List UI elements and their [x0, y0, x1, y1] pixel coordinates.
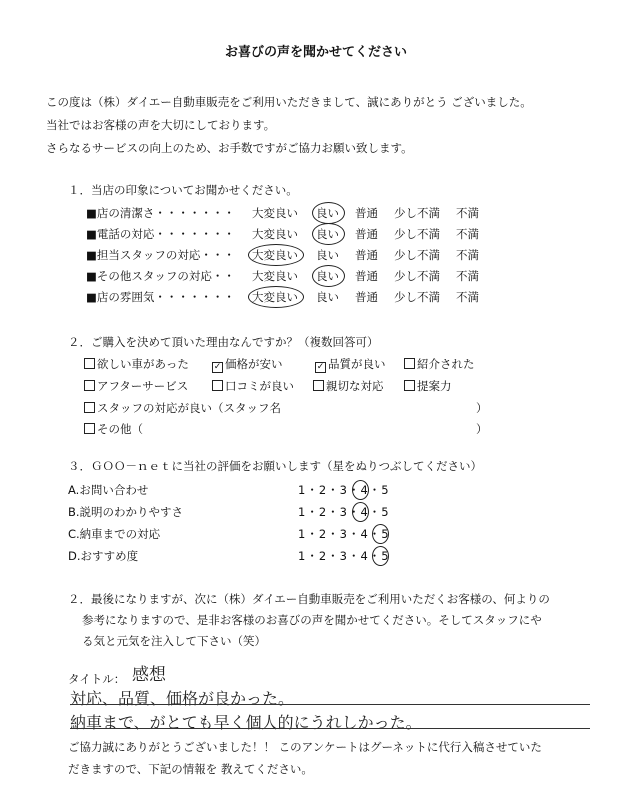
checkbox[interactable] [404, 358, 415, 369]
q2-option[interactable] [315, 357, 386, 373]
intro-line-1: この度は（株）ダイエー自動車販売をご利用いただきまして、誠にありがとう ございました。 [46, 95, 532, 109]
q3-scale[interactable]: 1・2・3・4・5 [298, 505, 390, 519]
q1-heading: １．当店の印象についてお聞かせください。 [68, 183, 298, 197]
q1-row-label: ■店の雰囲気・・・・・・・ [86, 290, 235, 304]
q2-heading: ２．ご購入を決めて頂いた理由なんですか？（複数回答可） [68, 335, 379, 349]
selected-circle [372, 546, 389, 566]
checkbox[interactable] [212, 380, 223, 391]
q1-row-label: ■電話の対応・・・・・・・ [86, 227, 235, 241]
checkbox[interactable] [84, 380, 95, 391]
checkbox-checked[interactable]: ✓ [316, 362, 325, 372]
selected-circle [352, 480, 369, 500]
checkbox[interactable] [84, 423, 95, 434]
q3-heading: ３．ＧＯＯ－ｎｅｔに当社の評価をお願いします（星をぬりつぶしてください） [68, 459, 482, 473]
selected-circle [248, 286, 304, 308]
q1-choice[interactable]: 普通 [355, 206, 378, 220]
q1-choice[interactable]: 不満 [456, 269, 479, 283]
q2-option[interactable] [212, 379, 294, 393]
checkbox-checked[interactable]: ✓ [213, 362, 222, 372]
q1-row-label: ■担当スタッフの対応・・・ [86, 248, 235, 262]
title-label: タイトル： [68, 672, 126, 686]
q1-choice[interactable]: 普通 [355, 290, 378, 304]
option-label: 紹介された [417, 357, 475, 371]
option-label: 口コミが良い [225, 379, 294, 393]
selected-circle [352, 502, 369, 522]
checkbox[interactable] [84, 402, 95, 413]
q3-item-label: A.お問い合わせ [68, 483, 149, 497]
q2-option[interactable] [84, 379, 188, 393]
option-label: 価格が安い [225, 357, 283, 371]
q3-scale[interactable]: 1・2・3・4・5 [298, 527, 390, 541]
option-label: その他（ [97, 422, 143, 436]
option-label: スタッフの対応が良い（スタッフ名 [97, 401, 281, 415]
q4-line-1: ２．最後になりますが、次に（株）ダイエー自動車販売をご利用いただくお客様の、何よりの [68, 592, 550, 606]
intro-line-3: さらなるサービスの向上のため、お手数ですがご協力お願い致します。 [46, 141, 413, 155]
q1-choice[interactable]: 少し不満 [394, 206, 440, 220]
selected-circle [372, 524, 389, 544]
q1-choice[interactable]: 良い [316, 206, 339, 220]
q1-choice[interactable]: 普通 [355, 269, 378, 283]
q1-choice[interactable]: 不満 [456, 290, 479, 304]
q1-choice[interactable]: 大変良い [252, 227, 298, 241]
q2-option[interactable] [313, 379, 384, 393]
q1-row-label: ■その他スタッフの対応・・ [86, 269, 235, 283]
q1-choice[interactable]: 良い [316, 269, 339, 283]
checkbox[interactable] [404, 380, 415, 391]
footer-line-1: ご協力誠にありがとうございました！！ このアンケートはグーネットに代行入稿させていた [68, 740, 542, 754]
option-label: アフターサービス [97, 379, 189, 393]
page-title: お喜びの声を聞かせてください [225, 45, 408, 60]
q1-choice[interactable]: 普通 [355, 248, 378, 262]
checkbox[interactable] [313, 380, 324, 391]
writing-line [70, 704, 590, 705]
close-paren: ） [476, 422, 488, 436]
q1-choice[interactable]: 良い [316, 290, 339, 304]
q2-option[interactable] [404, 379, 452, 393]
selected-circle [312, 202, 345, 224]
q1-choice[interactable]: 不満 [456, 206, 479, 220]
selected-circle [312, 265, 345, 287]
writing-line [70, 728, 590, 729]
q1-choice[interactable]: 少し不満 [394, 248, 440, 262]
checkbox[interactable] [84, 358, 95, 369]
q1-choice[interactable]: 不満 [456, 227, 479, 241]
q1-choice[interactable]: 大変良い [252, 269, 298, 283]
option-label: 品質が良い [328, 357, 386, 371]
q2-option[interactable] [212, 357, 283, 373]
handwritten-line-2: 納車まで、がとても早く個人的にうれしかった。 [70, 713, 422, 732]
q3-item-label: C.納車までの対応 [68, 527, 161, 541]
q4-line-2: 参考になりますので、是非お客様のお喜びの声を聞かせてください。そしてスタッフにや [82, 613, 542, 627]
q1-choice[interactable]: 良い [316, 248, 339, 262]
option-label: 提案力 [417, 379, 452, 393]
footer-line-2: だきますので、下記の情報を 教えてください。 [68, 762, 313, 776]
q2-option[interactable] [84, 357, 189, 371]
selected-circle [248, 244, 304, 266]
q1-choice[interactable]: 少し不満 [394, 290, 440, 304]
q1-choice[interactable]: 少し不満 [394, 227, 440, 241]
q3-scale[interactable]: 1・2・3・4・5 [298, 549, 390, 563]
q1-row-label: ■店の清潔さ・・・・・・・ [86, 206, 235, 220]
option-label: 欲しい車があった [97, 357, 189, 371]
close-paren: ） [476, 401, 488, 415]
q2-staff-option[interactable] [84, 401, 281, 415]
handwritten-title: 感想 [132, 665, 166, 685]
q1-choice[interactable]: 大変良い [252, 248, 298, 262]
q1-choice[interactable]: 普通 [355, 227, 378, 241]
q1-choice[interactable]: 不満 [456, 248, 479, 262]
selected-circle [312, 223, 345, 245]
handwritten-line-1: 対応、品質、価格が良かった。 [70, 689, 295, 708]
q3-scale[interactable]: 1・2・3・4・5 [298, 483, 390, 497]
q3-item-label: B.説明のわかりやすさ [68, 505, 184, 519]
q1-choice[interactable]: 大変良い [252, 290, 298, 304]
q3-item-label: D.おすすめ度 [68, 549, 139, 563]
intro-line-2: 当社ではお客様の声を大切にしております。 [46, 118, 276, 132]
q2-option[interactable] [404, 357, 475, 371]
q1-choice[interactable]: 良い [316, 227, 339, 241]
q2-other-option[interactable] [84, 422, 143, 436]
q4-line-3: る気と元気を注入して下さい（笑） [82, 634, 266, 648]
q1-choice[interactable]: 少し不満 [394, 269, 440, 283]
q1-choice[interactable]: 大変良い [252, 206, 298, 220]
option-label: 親切な対応 [326, 379, 384, 393]
